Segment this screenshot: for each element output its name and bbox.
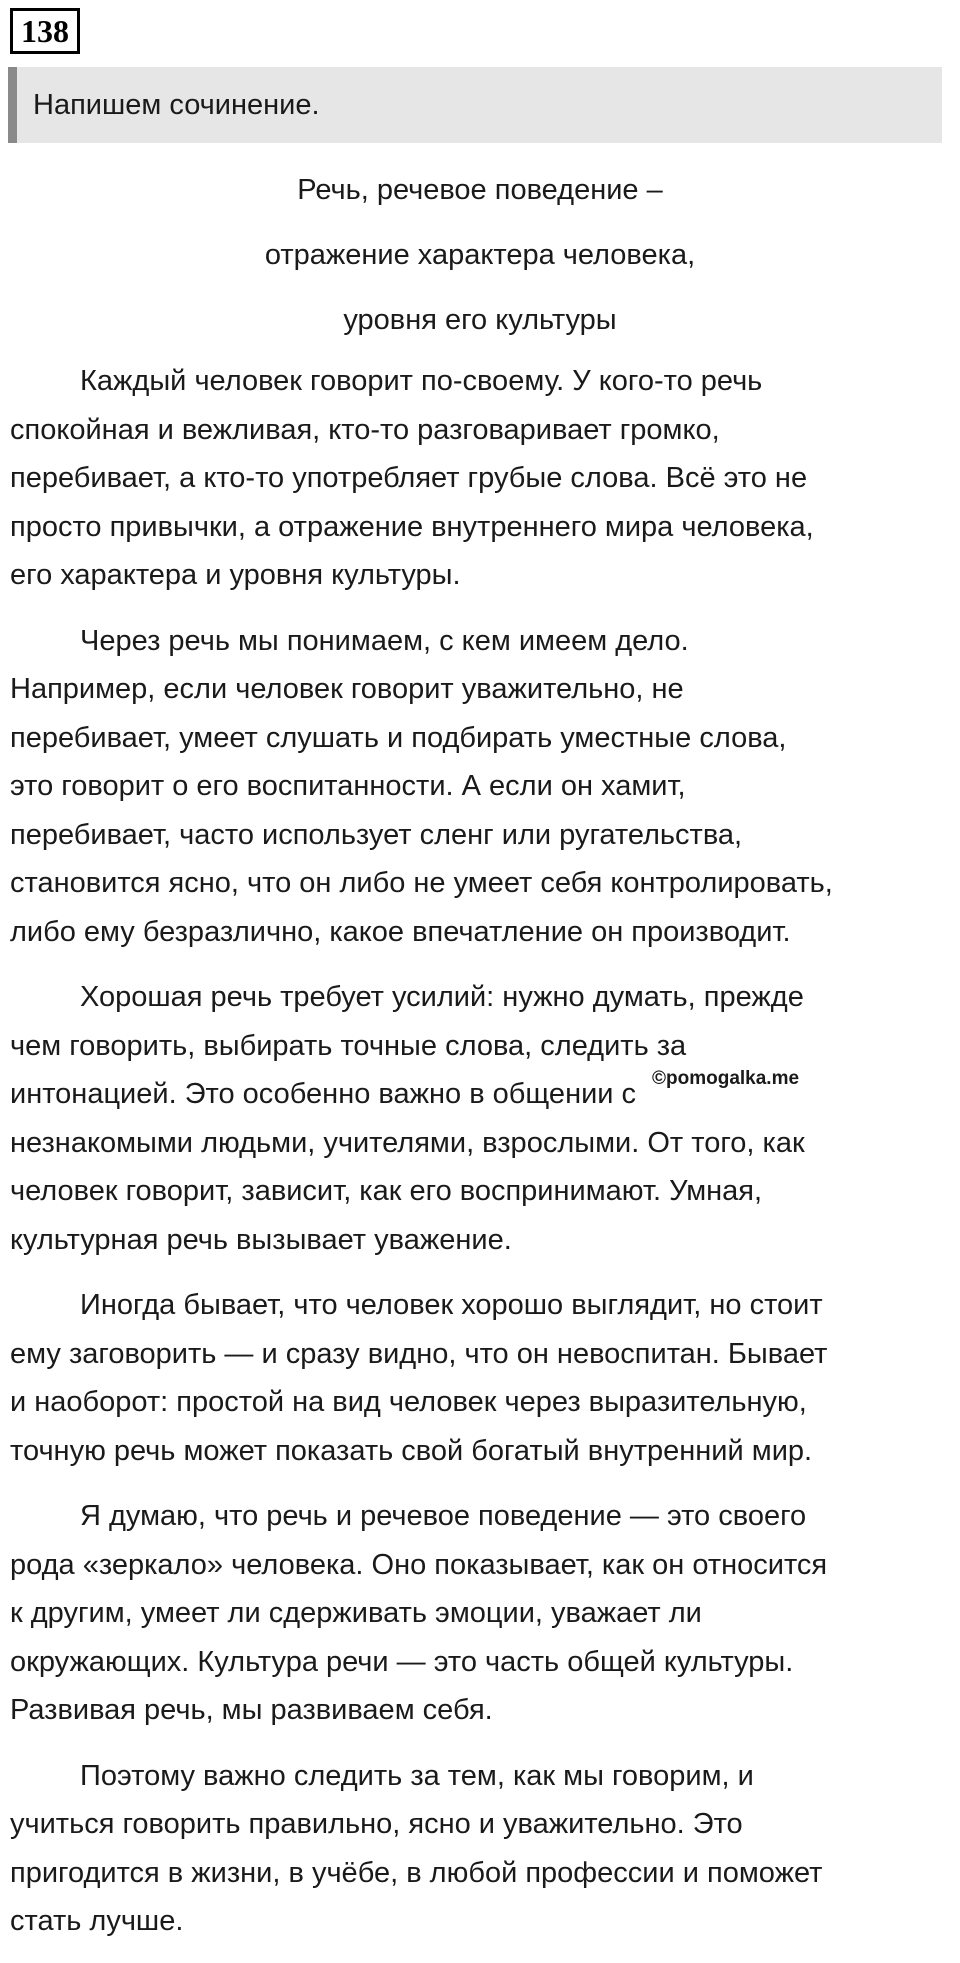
text-line: либо ему безразлично, какое впечатление он производит. (10, 915, 791, 948)
text-line: и наоборот: простой на вид человек через выразительную, (10, 1386, 807, 1418)
text-line: перебивает, часто использует сленг или ругательства, (10, 818, 743, 851)
text-line: его характера и уровня культуры. (10, 559, 461, 591)
text-line: становится ясно, что он либо не умеет себя контролировать, (10, 867, 833, 899)
essay-paragraph (10, 1492, 955, 1735)
text-line: Я думаю, что речь и речевое поведение — это своего (80, 1500, 807, 1532)
text-line: Развивая речь, мы развиваем себя. (10, 1694, 493, 1726)
text-line: пригодится в жизни, в учёбе, в любой профессии и поможет (10, 1856, 823, 1889)
text-line: Через речь мы понимаем, с кем имеем дело. (80, 624, 689, 657)
text-line: перебивает, умеет слушать и подбирать уместные слова, (10, 721, 787, 754)
text-line: культурная речь вызывает уважение. (10, 1223, 512, 1256)
text-line: учиться говорить правильно, ясно и уважительно. Это (10, 1808, 743, 1840)
watermark: ©pomogalka.me (652, 1068, 800, 1089)
essay-paragraph (10, 973, 955, 1264)
text-line: Иногда бывает, что человек хорошо выглядит, но стоит (80, 1289, 823, 1321)
task-banner (8, 67, 942, 143)
text-line: к другим, умеет ли сдерживать эмоции, уважает ли (10, 1597, 702, 1629)
essay-body (10, 357, 955, 1963)
text-line: окружающих. Культура речи — это часть общей культуры. (10, 1645, 794, 1678)
essay-paragraph (10, 1752, 955, 1946)
text-line: чем говорить, выбирать точные слова, следить за (10, 1029, 687, 1062)
text-line: Каждый человек говорит по-своему. У кого-то речь (80, 365, 763, 397)
task-number-box: 138 (10, 8, 80, 54)
text-line: ему заговорить — и сразу видно, что он невоспитан. Бывает (10, 1337, 828, 1370)
essay-paragraph (10, 357, 955, 600)
text-line: Например, если человек говорит уважительно, не (10, 673, 684, 705)
essay-title-line: уровня его культуры (343, 304, 617, 336)
text-line: Хорошая речь требует усилий: нужно думать, прежде (80, 981, 804, 1013)
essay-title-line: Речь, речевое поведение – (297, 174, 663, 206)
task-banner-text: Напишем сочинение. (33, 89, 320, 121)
text-line: просто привычки, а отражение внутреннего мира человека, (10, 510, 814, 543)
text-line: рода «зеркало» человека. Оно показывает, как он относится (10, 1548, 828, 1581)
essay-paragraph (10, 1281, 955, 1475)
text-line: спокойная и вежливая, кто-то разговаривает громко, (10, 413, 720, 446)
text-line: интонацией. Это особенно важно в общении с (10, 1078, 637, 1110)
essay-title-line: отражение характера человека, (264, 239, 696, 271)
text-line: перебивает, а кто-то употребляет грубые слова. Всё это не (10, 462, 808, 494)
text-line: точную речь может показать свой богатый внутренний мир. (10, 1434, 813, 1467)
text-line: незнакомыми людьми, учителями, взрослыми. От того, как (10, 1126, 805, 1159)
essay-paragraph (10, 617, 955, 957)
text-line: человек говорит, зависит, как его воспринимают. Умная, (10, 1175, 763, 1207)
text-line: Поэтому важно следить за тем, как мы говорим, и (80, 1759, 754, 1792)
essay-title (0, 158, 960, 353)
text-line: это говорит о его воспитанности. А если он хамит, (10, 770, 686, 802)
text-line: стать лучше. (10, 1905, 184, 1937)
